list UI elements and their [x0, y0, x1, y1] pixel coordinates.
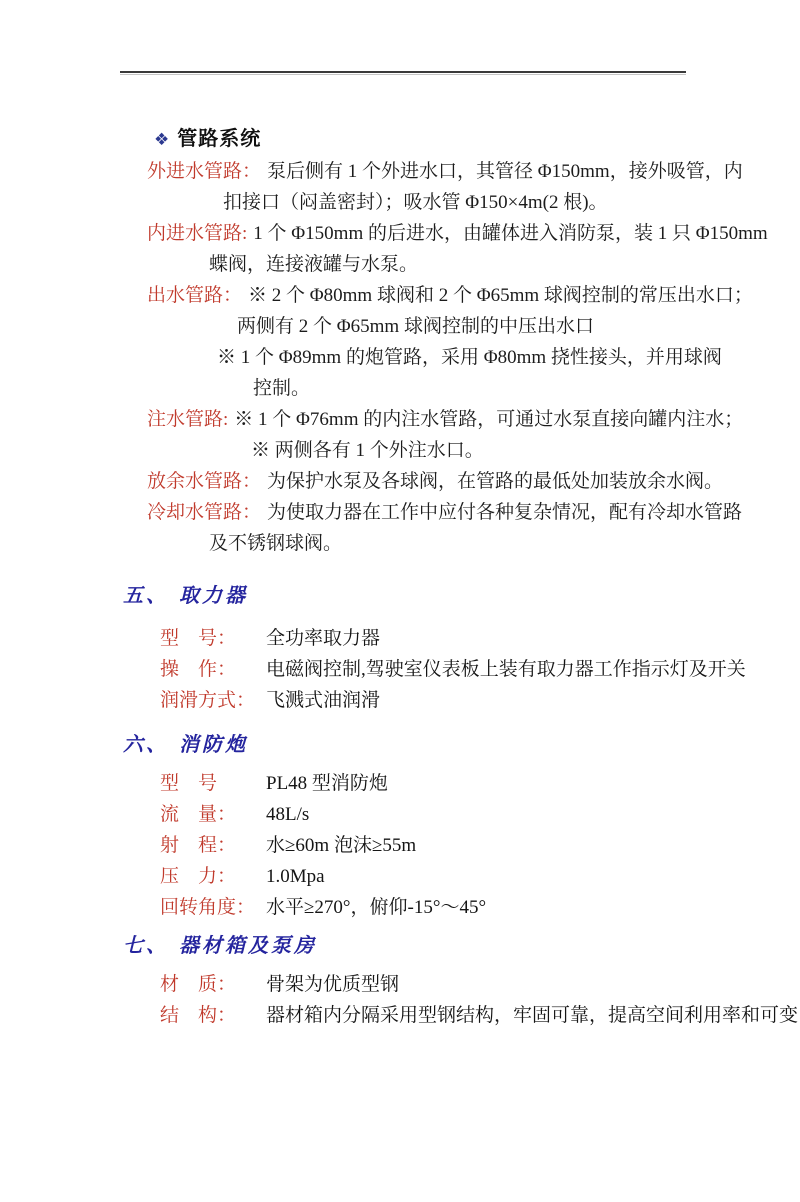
spec-row-label: 流 量： — [160, 804, 237, 825]
spec-line: ※ 1 个 Φ76mm 的内注水管路，可通过水泵直接向罐内注水； — [234, 409, 744, 430]
spec-term-label: 注水管路: — [147, 409, 229, 430]
section-rows-monitor — [160, 768, 800, 923]
spec-row — [160, 685, 800, 716]
spec-row — [160, 969, 800, 1000]
spec-row — [160, 830, 800, 861]
spec-term-label: 出水管路： — [147, 285, 243, 306]
spec-row-value: PL48 型消防炮 — [266, 773, 388, 794]
spec-paragraph — [147, 218, 800, 280]
spec-row-label: 操 作： — [160, 659, 237, 680]
section-heading-pto — [123, 581, 800, 611]
spec-row-value: 骨架为优质型钢 — [266, 974, 400, 995]
spec-line: ※ 1 个 Φ89mm 的炮管路，采用 Φ80mm 挠性接头，并用球阀 — [217, 347, 722, 368]
spec-line: 为保护水泵及各球阀，在管路的最低处加装放余水阀。 — [267, 471, 724, 492]
spec-line: 扣接口（闷盖密封）；吸水管 Φ150×4m(2 根)。 — [223, 192, 608, 213]
spec-row-label: 型 号 — [160, 773, 218, 794]
spec-line: ※ 两侧各有 1 个外注水口。 — [251, 440, 484, 461]
spec-row — [160, 799, 800, 830]
spec-line: 蝶阀，连接液罐与水泵。 — [209, 254, 419, 275]
section-title: 消防炮 — [179, 734, 248, 756]
spec-row — [160, 654, 800, 685]
spec-row-value: 1.0Mpa — [266, 866, 325, 887]
spec-row-value: 电磁阀控制,驾驶室仪表板上装有取力器工作指示灯及开关 — [266, 659, 746, 680]
spec-row-value: 器材箱内分隔采用型钢结构，牢固可靠，提高空间利用率和可变 — [266, 1005, 799, 1026]
piping-title: 管路系统 — [177, 128, 262, 150]
spec-paragraph — [147, 156, 800, 218]
spec-row — [160, 892, 800, 923]
section-title: 器材箱及泵房 — [179, 935, 317, 957]
section-title: 取力器 — [179, 585, 248, 607]
spec-line: ※ 2 个 Φ80mm 球阀和 2 个 Φ65mm 球阀控制的常压出水口； — [248, 285, 753, 306]
section-heading-equipment — [123, 931, 800, 961]
section-number: 五、 — [123, 585, 169, 607]
spec-row-label: 回转角度： — [160, 897, 256, 918]
spec-row-label: 射 程： — [160, 835, 237, 856]
header-rule — [120, 71, 686, 75]
spec-row-label: 润滑方式： — [160, 690, 256, 711]
spec-line: 为使取力器在工作中应付各种复杂情况，配有冷却水管路 — [267, 502, 743, 523]
spec-row — [160, 623, 800, 654]
spec-row-value: 水平≥270°，俯仰-15°～45° — [266, 897, 487, 918]
spec-paragraph — [147, 404, 800, 466]
section-number: 六、 — [123, 734, 169, 756]
section-number: 七、 — [123, 935, 169, 957]
spec-row — [160, 1000, 800, 1031]
spec-row-label: 结 构： — [160, 1005, 237, 1026]
spec-row — [160, 768, 800, 799]
spec-paragraph — [147, 497, 800, 559]
spec-line: 1 个 Φ150mm 的后进水，由罐体进入消防泵，装 1 只 Φ150mm — [253, 223, 768, 244]
spec-line: 两侧有 2 个 Φ65mm 球阀控制的中压出水口 — [237, 316, 594, 337]
diamond-bullet-icon: ❖ — [154, 130, 171, 150]
spec-row — [160, 861, 800, 892]
spec-row-label: 压 力： — [160, 866, 237, 887]
piping-heading — [154, 124, 800, 154]
spec-paragraph — [147, 280, 800, 404]
spec-term-label: 冷却水管路： — [147, 502, 262, 523]
spec-row-value: 全功率取力器 — [266, 628, 381, 649]
spec-row-value: 水≥60m 泡沫≥55m — [266, 835, 417, 856]
spec-term-label: 外进水管路： — [147, 161, 262, 182]
piping-spec-list — [147, 156, 800, 559]
spec-term-label: 内进水管路: — [147, 223, 248, 244]
spec-term-label: 放余水管路： — [147, 471, 262, 492]
section-heading-monitor — [123, 730, 800, 760]
spec-paragraph — [147, 466, 800, 497]
section-rows-equipment — [160, 969, 800, 1031]
spec-line: 泵后侧有 1 个外进水口，其管径 Φ150mm，接外吸管，内 — [267, 161, 743, 182]
section-rows-pto — [160, 623, 800, 716]
spec-line: 控制。 — [253, 378, 311, 399]
spec-row-value: 48L/s — [266, 804, 310, 825]
spec-line: 及不锈钢球阀。 — [209, 533, 343, 554]
spec-row-label: 型 号： — [160, 628, 237, 649]
spec-row-label: 材 质： — [160, 974, 237, 995]
spec-row-value: 飞溅式油润滑 — [266, 690, 381, 711]
